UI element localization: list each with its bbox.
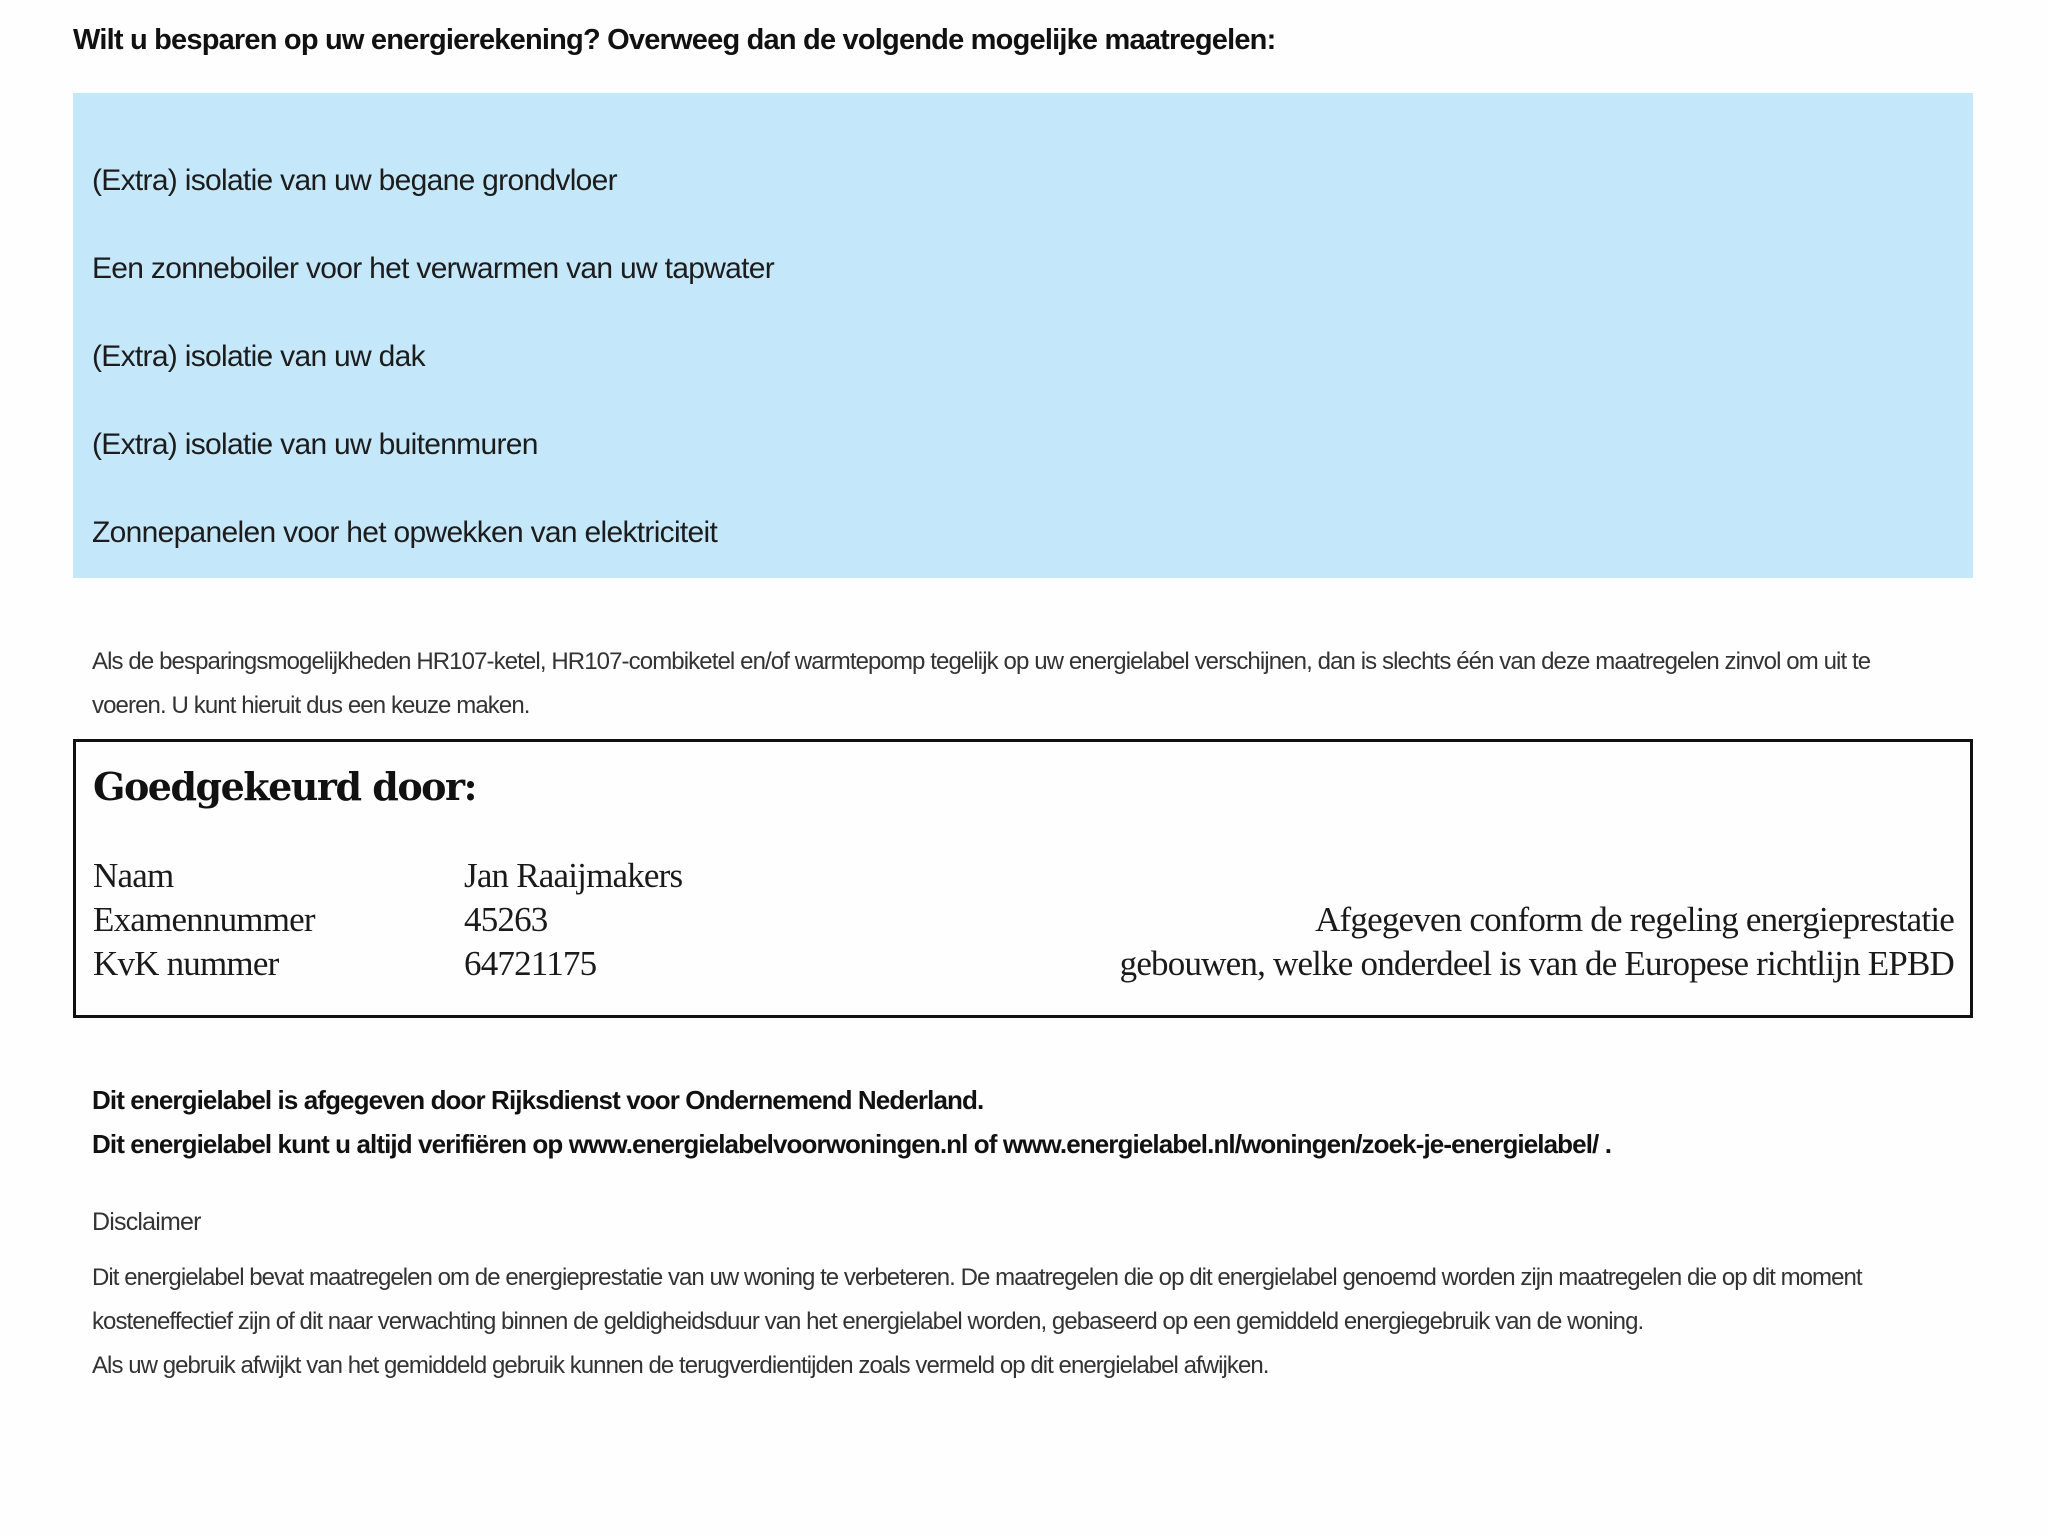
detail-label: Examennummer — [93, 900, 315, 939]
regulation-line: gebouwen, welke onderdeel is van de Europese richtlijn EPBD — [1119, 944, 1954, 983]
approval-box — [73, 739, 1973, 1018]
detail-label: KvK nummer — [93, 944, 279, 983]
detail-label: Naam — [93, 856, 174, 895]
regulation-statement — [1120, 898, 1954, 986]
approval-title: Goedgekeurd door: — [93, 764, 477, 809]
measure-item: (Extra) isolatie van uw dak — [92, 340, 425, 373]
verify-line: Dit energielabel kunt u altijd verifiëren op www.energielabelvoorwoningen.nl of www.energielabel.nl/woningen/zoek-je-energielabel/ . — [92, 1129, 1612, 1159]
disclaimer-line: kosteneffectief zijn of dit naar verwachting binnen de geldigheidsduur van het energielabel worden, gebaseerd op een gemiddeld energiegebruik van de woning. — [92, 1308, 1644, 1335]
choice-note: Als de besparingsmogelijkheden HR107-ketel, HR107-combiketel en/of warmtepomp tegelijk op uw energielabel verschijnen, dan is slechts één van deze maatregelen zinvol om uit te voeren. U kunt hieruit dus een keuze maken. — [92, 648, 1871, 719]
measure-item: (Extra) isolatie van uw begane grondvloer — [92, 164, 617, 197]
detail-value: Jan Raaijmakers — [464, 856, 683, 895]
detail-value: 45263 — [464, 900, 548, 939]
regulation-line: Afgegeven conform de regeling energieprestatie — [1315, 900, 1954, 939]
disclaimer-line: Als uw gebruik afwijkt van het gemiddeld gebruik kunnen de terugverdientijden zoals vermeld op dit energielabel afwijken. — [92, 1352, 1269, 1379]
measure-item: (Extra) isolatie van uw buitenmuren — [92, 428, 538, 461]
disclaimer-text — [92, 1256, 1922, 1388]
disclaimer-title: Disclaimer — [92, 1208, 201, 1236]
issued-line: Dit energielabel is afgegeven door Rijksdienst voor Ondernemend Nederland. — [92, 1085, 984, 1115]
issued-statement — [92, 1078, 1611, 1166]
measure-item: Een zonneboiler voor het verwarmen van uw tapwater — [92, 252, 775, 285]
detail-value: 64721175 — [464, 944, 597, 983]
disclaimer-line: Dit energielabel bevat maatregelen om de energieprestatie van uw woning te verbeteren. De maatregelen die op dit energielabel genoemd worden zijn maatregelen die op dit moment — [92, 1264, 1862, 1291]
measures-box — [73, 93, 1973, 578]
measure-item: Zonnepanelen voor het opwekken van elektriciteit — [92, 516, 718, 549]
intro-heading: Wilt u besparen op uw energierekening? Overweeg dan de volgende mogelijke maatregelen: — [73, 24, 1276, 56]
